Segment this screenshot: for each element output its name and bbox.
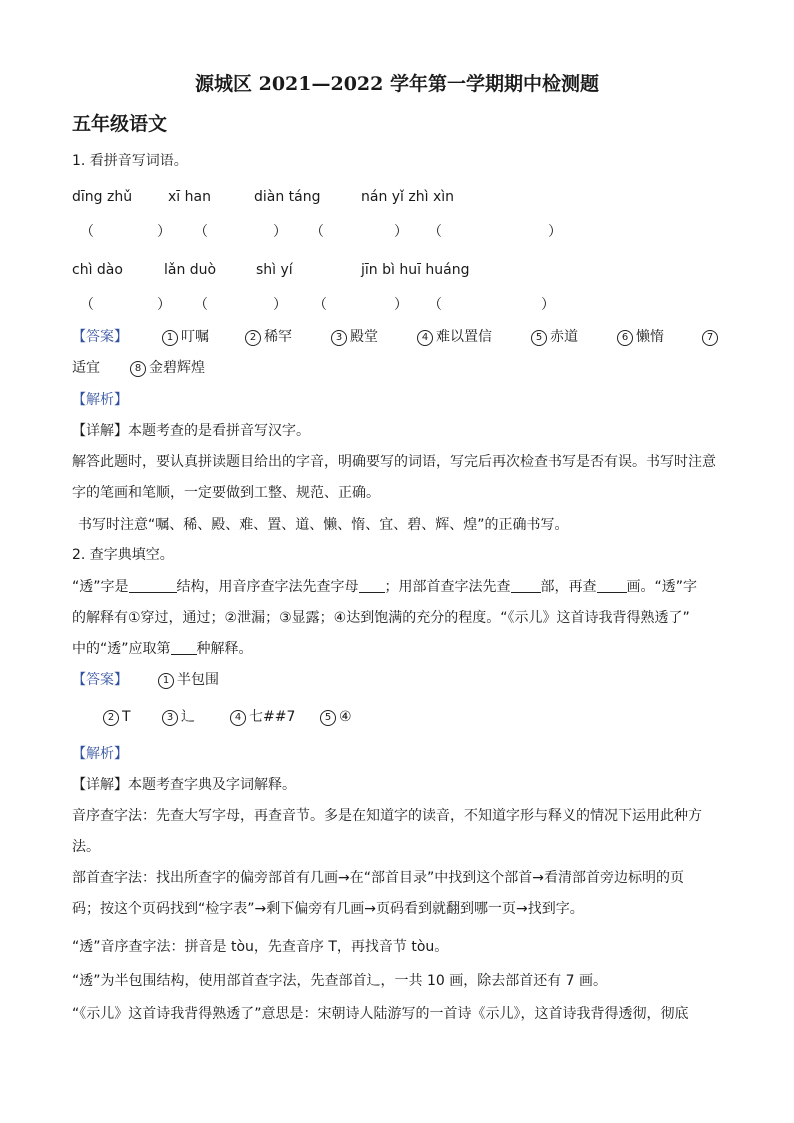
paren-close: ） bbox=[541, 297, 555, 313]
paren-open: （ bbox=[428, 224, 442, 240]
analysis-label: 【解析】 bbox=[72, 746, 128, 762]
answer-label: 【答案】 bbox=[72, 329, 128, 345]
paren-open: （ bbox=[80, 297, 94, 313]
q2-line1: “透”字是 结构，用音序查字法先查字母 ；用部首查字法先查 部，再查 画。“透”字 bbox=[72, 579, 698, 595]
answer-item: 5 赤道 bbox=[531, 327, 578, 347]
pinyin-1: dīng zhǔ bbox=[72, 189, 133, 205]
analysis-label: 【解析】 bbox=[72, 392, 128, 408]
detail-line: 【详解】本题考查字典及字词解释。 bbox=[72, 777, 296, 793]
answer-label: 【答案】 bbox=[72, 672, 128, 688]
answer-item: 4 七##7 bbox=[230, 707, 295, 727]
blank bbox=[171, 640, 197, 655]
page-title: 源城区 2021—2022 学年第一学期期中检测题 bbox=[195, 73, 599, 95]
paren-close: ） bbox=[394, 297, 408, 313]
answer-item: 2 T bbox=[103, 707, 131, 727]
paren-close: ） bbox=[273, 224, 287, 240]
paren-close: ） bbox=[273, 297, 287, 313]
pinyin-6: lǎn duò bbox=[164, 262, 217, 278]
q1-question: 1. 看拼音写词语。 bbox=[72, 153, 188, 169]
q2-line3: 中的“透”应取第 种解释。 bbox=[72, 641, 253, 657]
paragraph-line: “透”为半包围结构，使用部首查字法，先查部首辶，一共 10 画，除去部首还有 7 画。 bbox=[72, 973, 608, 989]
answer-item: 5 ④ bbox=[320, 707, 352, 727]
answer-item: 7 bbox=[702, 327, 721, 347]
answer-item: 2 稀罕 bbox=[245, 327, 292, 347]
paragraph-line: 法。 bbox=[72, 839, 100, 855]
blank bbox=[511, 578, 541, 593]
pinyin-7: shì yí bbox=[256, 262, 293, 278]
paren-close: ） bbox=[157, 297, 171, 313]
blank bbox=[129, 578, 177, 593]
paren-open: （ bbox=[194, 224, 208, 240]
page-subtitle: 五年级语文 bbox=[72, 113, 168, 135]
paragraph-line: 字的笔画和笔顺，一定要做到工整、规范、正确。 bbox=[72, 485, 380, 501]
paren-close: ） bbox=[394, 224, 408, 240]
paragraph-line: 部首查字法：找出所查字的偏旁部首有几画→在“部首目录”中找到这个部首→看清部首旁边标明的页 bbox=[72, 870, 684, 886]
pinyin-4: nán yǐ zhì xìn bbox=[361, 189, 455, 205]
paren-close: ） bbox=[157, 224, 171, 240]
answer-item: 6 懒惰 bbox=[617, 327, 664, 347]
paragraph-line: 音序查字法：先查大写字母，再查音节。多是在知道字的读音，不知道字形与释义的情况下运用此种方 bbox=[72, 808, 702, 824]
answer-item: 3 辶 bbox=[162, 707, 195, 727]
paren-open: （ bbox=[313, 297, 327, 313]
answer-item: 8 金碧辉煌 bbox=[130, 358, 205, 378]
paragraph-line: 码；按这个页码找到“检字表”→剩下偏旁有几画→页码看到就翻到哪一页→找到字。 bbox=[72, 901, 584, 917]
paren-open: （ bbox=[310, 224, 324, 240]
answer-item-cont: 适宜 bbox=[72, 360, 100, 376]
answer-item: 1 半包围 bbox=[158, 670, 219, 690]
paren-open: （ bbox=[194, 297, 208, 313]
pinyin-8: jīn bì huī huáng bbox=[361, 262, 470, 278]
paren-close: ） bbox=[548, 224, 562, 240]
paren-open: （ bbox=[428, 297, 442, 313]
q2-question: 2. 查字典填空。 bbox=[72, 547, 174, 563]
paren-open: （ bbox=[80, 224, 94, 240]
pinyin-3: diàn táng bbox=[254, 189, 321, 205]
q2-line2: 的解释有①穿过，通过；②泄漏；③显露；④达到饱满的充分的程度。“《示儿》这首诗我背得熟透了” bbox=[72, 610, 690, 626]
paragraph-line: 书写时注意“嘱、稀、殿、难、置、道、懒、惰、宜、碧、辉、煌”的正确书写。 bbox=[78, 517, 569, 533]
answer-item: 1 叮嘱 bbox=[162, 327, 209, 347]
paragraph-line: 解答此题时，要认真拼读题目给出的字音，明确要写的词语，写完后再次检查书写是否有误。书写时注意 bbox=[72, 454, 716, 470]
blank bbox=[597, 578, 627, 593]
paragraph-line: “《示儿》这首诗我背得熟透了”意思是：宋朝诗人陆游写的一首诗《示儿》，这首诗我背得透彻，彻底 bbox=[72, 1006, 689, 1022]
pinyin-2: xī han bbox=[168, 189, 211, 205]
blank bbox=[359, 578, 385, 593]
answer-item: 4 难以置信 bbox=[417, 327, 492, 347]
paragraph-line: “透”音序查字法：拼音是 tòu，先查音序 T，再找音节 tòu。 bbox=[72, 939, 449, 955]
answer-item: 3 殿堂 bbox=[331, 327, 378, 347]
detail-line: 【详解】本题考查的是看拼音写汉字。 bbox=[72, 423, 310, 439]
pinyin-5: chì dào bbox=[72, 262, 123, 278]
